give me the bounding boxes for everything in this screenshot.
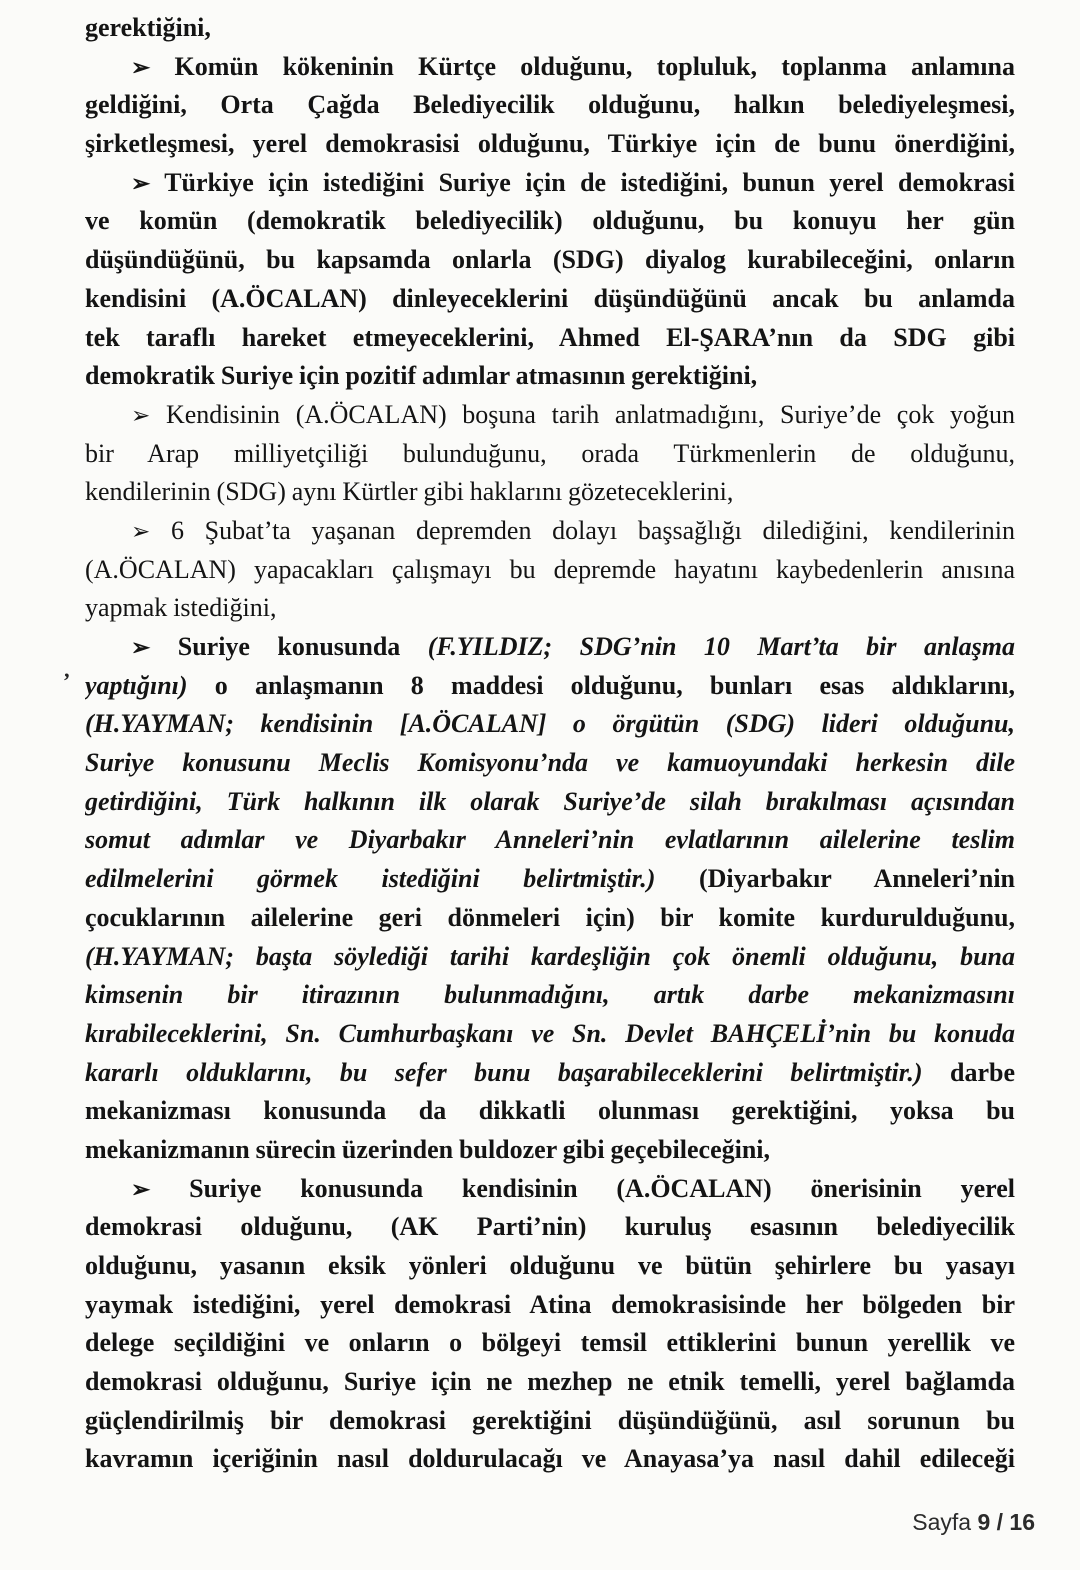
text-run: somut adımlar ve Diyarbakır Anneleri’nin evlatlarının ailelerine teslim <box>85 825 1015 855</box>
paragraph <box>85 396 1015 512</box>
document-body <box>85 9 1015 1479</box>
text-line <box>85 435 1015 474</box>
text-run: (Diyarbakır Anneleri’nin <box>655 864 1015 894</box>
text-run: kendilerinin (SDG) aynı Kürtler gibi haklarını gözeteceklerini, <box>85 477 734 507</box>
bullet-arrow-icon: ➢ <box>131 1176 151 1202</box>
text-line <box>85 783 1015 822</box>
text-run: güçlendirilmiş bir demokrasi gerektiğini düşündüğünü, asıl sorunun bu <box>85 1405 1015 1435</box>
text-line <box>85 628 1015 667</box>
paragraph <box>85 164 1015 396</box>
text-run: kavramın içeriğinin nasıl doldurulacağı ve Anayasa’ya nasıl dahil edileceği <box>85 1444 1015 1474</box>
text-line <box>85 938 1015 977</box>
text-run: gerektiğini, <box>85 13 211 42</box>
text-run: 6 Şubat’ta yaşanan depremden dolayı başsağlığı dilediğini, kendilerinin <box>150 515 1015 545</box>
bullet-arrow-icon: ➢ <box>131 170 151 196</box>
text-run: (F.YILDIZ; SDG’nin 10 Mart’ta bir anlaşma <box>427 632 1015 661</box>
text-run: kararlı olduklarını, bu sefer bunu başarabileceklerini belirtmiştir.) <box>85 1057 923 1087</box>
text-run: düşündüğünü, bu kapsamda onlarla (SDG) diyalog kurabileceğini, onların <box>85 245 1015 275</box>
text-line <box>85 473 1015 512</box>
paragraph <box>85 9 1015 48</box>
text-run: (A.ÖCALAN) yapacakları çalışmayı bu depremde hayatını kaybedenlerin anısına <box>85 554 1015 584</box>
text-run: ve komün (demokratik belediyecilik) olduğunu, bu konuyu her gün <box>85 206 1015 236</box>
text-line <box>85 667 1015 706</box>
bullet-arrow-icon: ➢ <box>131 518 151 544</box>
text-run: o anlaşmanın 8 maddesi olduğunu, bunları esas aldıklarını, <box>187 670 1015 700</box>
text-run: bir Arap milliyetçiliği bulunduğunu, orada Türkmenlerin de olduğunu, <box>85 438 1015 468</box>
text-run: kimsenin bir itirazının bulunmadığını, artık darbe mekanizmasını <box>85 980 1015 1010</box>
text-line <box>85 821 1015 860</box>
text-run: çocuklarının ailelerine geri dönmeleri için) bir komite kurdurulduğunu, <box>85 902 1015 932</box>
text-line <box>85 899 1015 938</box>
text-run: demokrasi olduğunu, (AK Parti’nin) kuruluş esasının belediyecilik <box>85 1212 1015 1242</box>
text-run: getirdiğini, Türk halkının ilk olarak Suriye’de silah bırakılması açısından <box>85 786 1015 816</box>
text-line <box>85 1440 1015 1479</box>
bullet-arrow-icon: ➢ <box>131 54 151 80</box>
text-run: (H.YAYMAN; kendisinin [A.ÖCALAN] o örgütün (SDG) lideri olduğunu, <box>85 709 1015 739</box>
text-line <box>85 1286 1015 1325</box>
footer-label: Sayfa <box>912 1509 978 1535</box>
text-line <box>85 551 1015 590</box>
text-run: Suriye konusunda <box>150 632 428 661</box>
text-line <box>85 1402 1015 1441</box>
bullet-arrow-icon: ➢ <box>131 635 151 660</box>
text-line <box>85 1363 1015 1402</box>
text-run: (H.YAYMAN; başta söylediği tarihi kardeşliğin çok önemli olduğunu, buna <box>85 941 1015 971</box>
bullet-arrow-icon: ➢ <box>131 402 151 428</box>
text-run: demokratik Suriye için pozitif adımlar atmasının gerektiğini, <box>85 361 758 391</box>
text-run: demokrasi olduğunu, Suriye için ne mezhep ne etnik temelli, yerel bağlamda <box>85 1367 1015 1397</box>
paragraph <box>85 48 1015 164</box>
text-line <box>85 319 1015 358</box>
text-run: Suriye konusunda kendisinin (A.ÖCALAN) önerisinin yerel <box>150 1173 1015 1203</box>
text-line <box>85 1054 1015 1093</box>
text-run: kendisini (A.ÖCALAN) dinleyeceklerini düşündüğünü ancak bu anlamda <box>85 283 1015 313</box>
text-run: Komün kökeninin Kürtçe olduğunu, topluluk, toplanma anlamına <box>150 51 1015 81</box>
text-line <box>85 396 1015 435</box>
text-line <box>85 1131 1015 1170</box>
text-run: Türkiye için istediğini Suriye için de istediğini, bunun yerel demokrasi <box>150 167 1015 197</box>
footer-page-number: 9 / 16 <box>977 1509 1035 1535</box>
text-run: darbe <box>922 1057 1015 1087</box>
text-line <box>85 589 1015 628</box>
text-line <box>85 164 1015 203</box>
text-run: olduğunu, yasanın eksik yönleri olduğunu ve bütün şehirlere bu yasayı <box>85 1251 1015 1280</box>
text-line <box>85 9 1015 48</box>
text-run: Suriye konusunu Meclis Komisyonu’nda ve kamuoyundaki herkesin dile <box>85 748 1015 778</box>
stray-scan-mark: ’ <box>63 668 71 693</box>
text-run: mekanizması konusunda da dikkatli olunması gerektiğini, yoksa bu <box>85 1096 1015 1126</box>
text-line <box>85 125 1015 164</box>
text-line <box>85 1247 1015 1286</box>
text-run: yaptığını) <box>85 670 188 700</box>
text-line <box>85 202 1015 241</box>
text-line <box>85 357 1015 396</box>
text-line <box>85 1324 1015 1363</box>
paragraph <box>85 628 1015 1170</box>
text-line <box>85 705 1015 744</box>
paragraph <box>85 1170 1015 1480</box>
text-run: mekanizmanın sürecin üzerinden buldozer gibi geçebileceğini, <box>85 1134 771 1164</box>
text-run: geldiğini, Orta Çağda Belediyecilik olduğunu, halkın belediyeleşmesi, <box>85 90 1015 120</box>
text-line <box>85 1208 1015 1247</box>
text-line <box>85 1015 1015 1054</box>
text-run: yaymak istediğini, yerel demokrasi Atina demokrasisinde her bölgeden bir <box>85 1289 1015 1319</box>
text-run: edilmelerini görmek istediğini belirtmiştir.) <box>85 864 656 894</box>
text-line <box>85 976 1015 1015</box>
text-line <box>85 241 1015 280</box>
text-line <box>85 1170 1015 1209</box>
page-footer <box>912 1509 1035 1536</box>
paragraph <box>85 512 1015 628</box>
text-line <box>85 1092 1015 1131</box>
text-line <box>85 86 1015 125</box>
text-run: delege seçildiğini ve onların o bölgeyi temsil ettiklerini bunun yerellik ve <box>85 1328 1015 1358</box>
text-run: tek taraflı hareket etmeyeceklerini, Ahmed El-ŞARA’nın da SDG gibi <box>85 322 1015 352</box>
text-line <box>85 48 1015 87</box>
text-line <box>85 744 1015 783</box>
text-line <box>85 280 1015 319</box>
text-line <box>85 512 1015 551</box>
text-line <box>85 860 1015 899</box>
text-run: Kendisinin (A.ÖCALAN) boşuna tarih anlatmadığını, Suriye’de çok yoğun <box>150 399 1015 429</box>
text-run: şirketleşmesi, yerel demokrasisi olduğunu, Türkiye için de bunu önerdiğini, <box>85 129 1015 159</box>
text-run: kırabileceklerini, Sn. Cumhurbaşkanı ve Sn. Devlet BAHÇELİ’nin bu konuda <box>85 1018 1015 1048</box>
text-run: yapmak istediğini, <box>85 593 277 623</box>
